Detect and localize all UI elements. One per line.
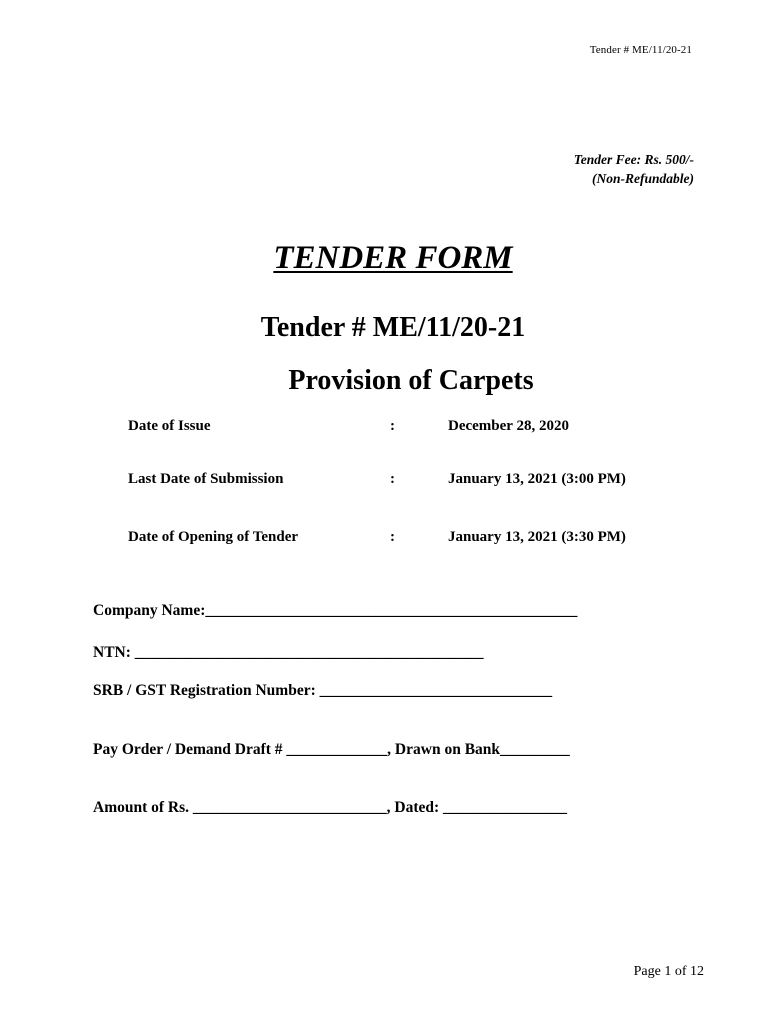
date-separator: : (390, 471, 395, 487)
company-name-field: Company Name:________________________________________________ (93, 602, 578, 619)
tender-subject-heading: Provision of Carpets (288, 365, 534, 396)
page-title: TENDER FORM (273, 240, 513, 276)
date-separator: : (390, 418, 395, 434)
pay-order-field: Pay Order / Demand Draft # _____________, Drawn on Bank_________ (93, 741, 570, 758)
date-separator: : (390, 529, 395, 545)
tender-number-heading: Tender # ME/11/20-21 (260, 312, 526, 343)
date-value: December 28, 2020 (448, 418, 569, 434)
running-header: Tender # ME/11/20-21 (589, 44, 692, 56)
amount-field: Amount of Rs. _________________________, Dated: ________________ (93, 799, 568, 816)
tender-fee-block (574, 150, 694, 188)
srb-gst-registration-field: SRB / GST Registration Number: ______________________________ (93, 682, 553, 699)
date-label: Date of Issue (128, 418, 211, 434)
date-value: January 13, 2021 (3:00 PM) (448, 471, 626, 487)
date-label: Date of Opening of Tender (128, 529, 299, 545)
date-value: January 13, 2021 (3:30 PM) (448, 529, 626, 545)
date-label: Last Date of Submission (128, 471, 284, 487)
page-number: Page 1 of 12 (633, 964, 704, 979)
tender-fee-amount: Tender Fee: Rs. 500/- (573, 152, 694, 167)
ntn-field: NTN: _____________________________________________ (93, 644, 484, 661)
tender-fee-note: (Non-Refundable) (592, 171, 694, 186)
